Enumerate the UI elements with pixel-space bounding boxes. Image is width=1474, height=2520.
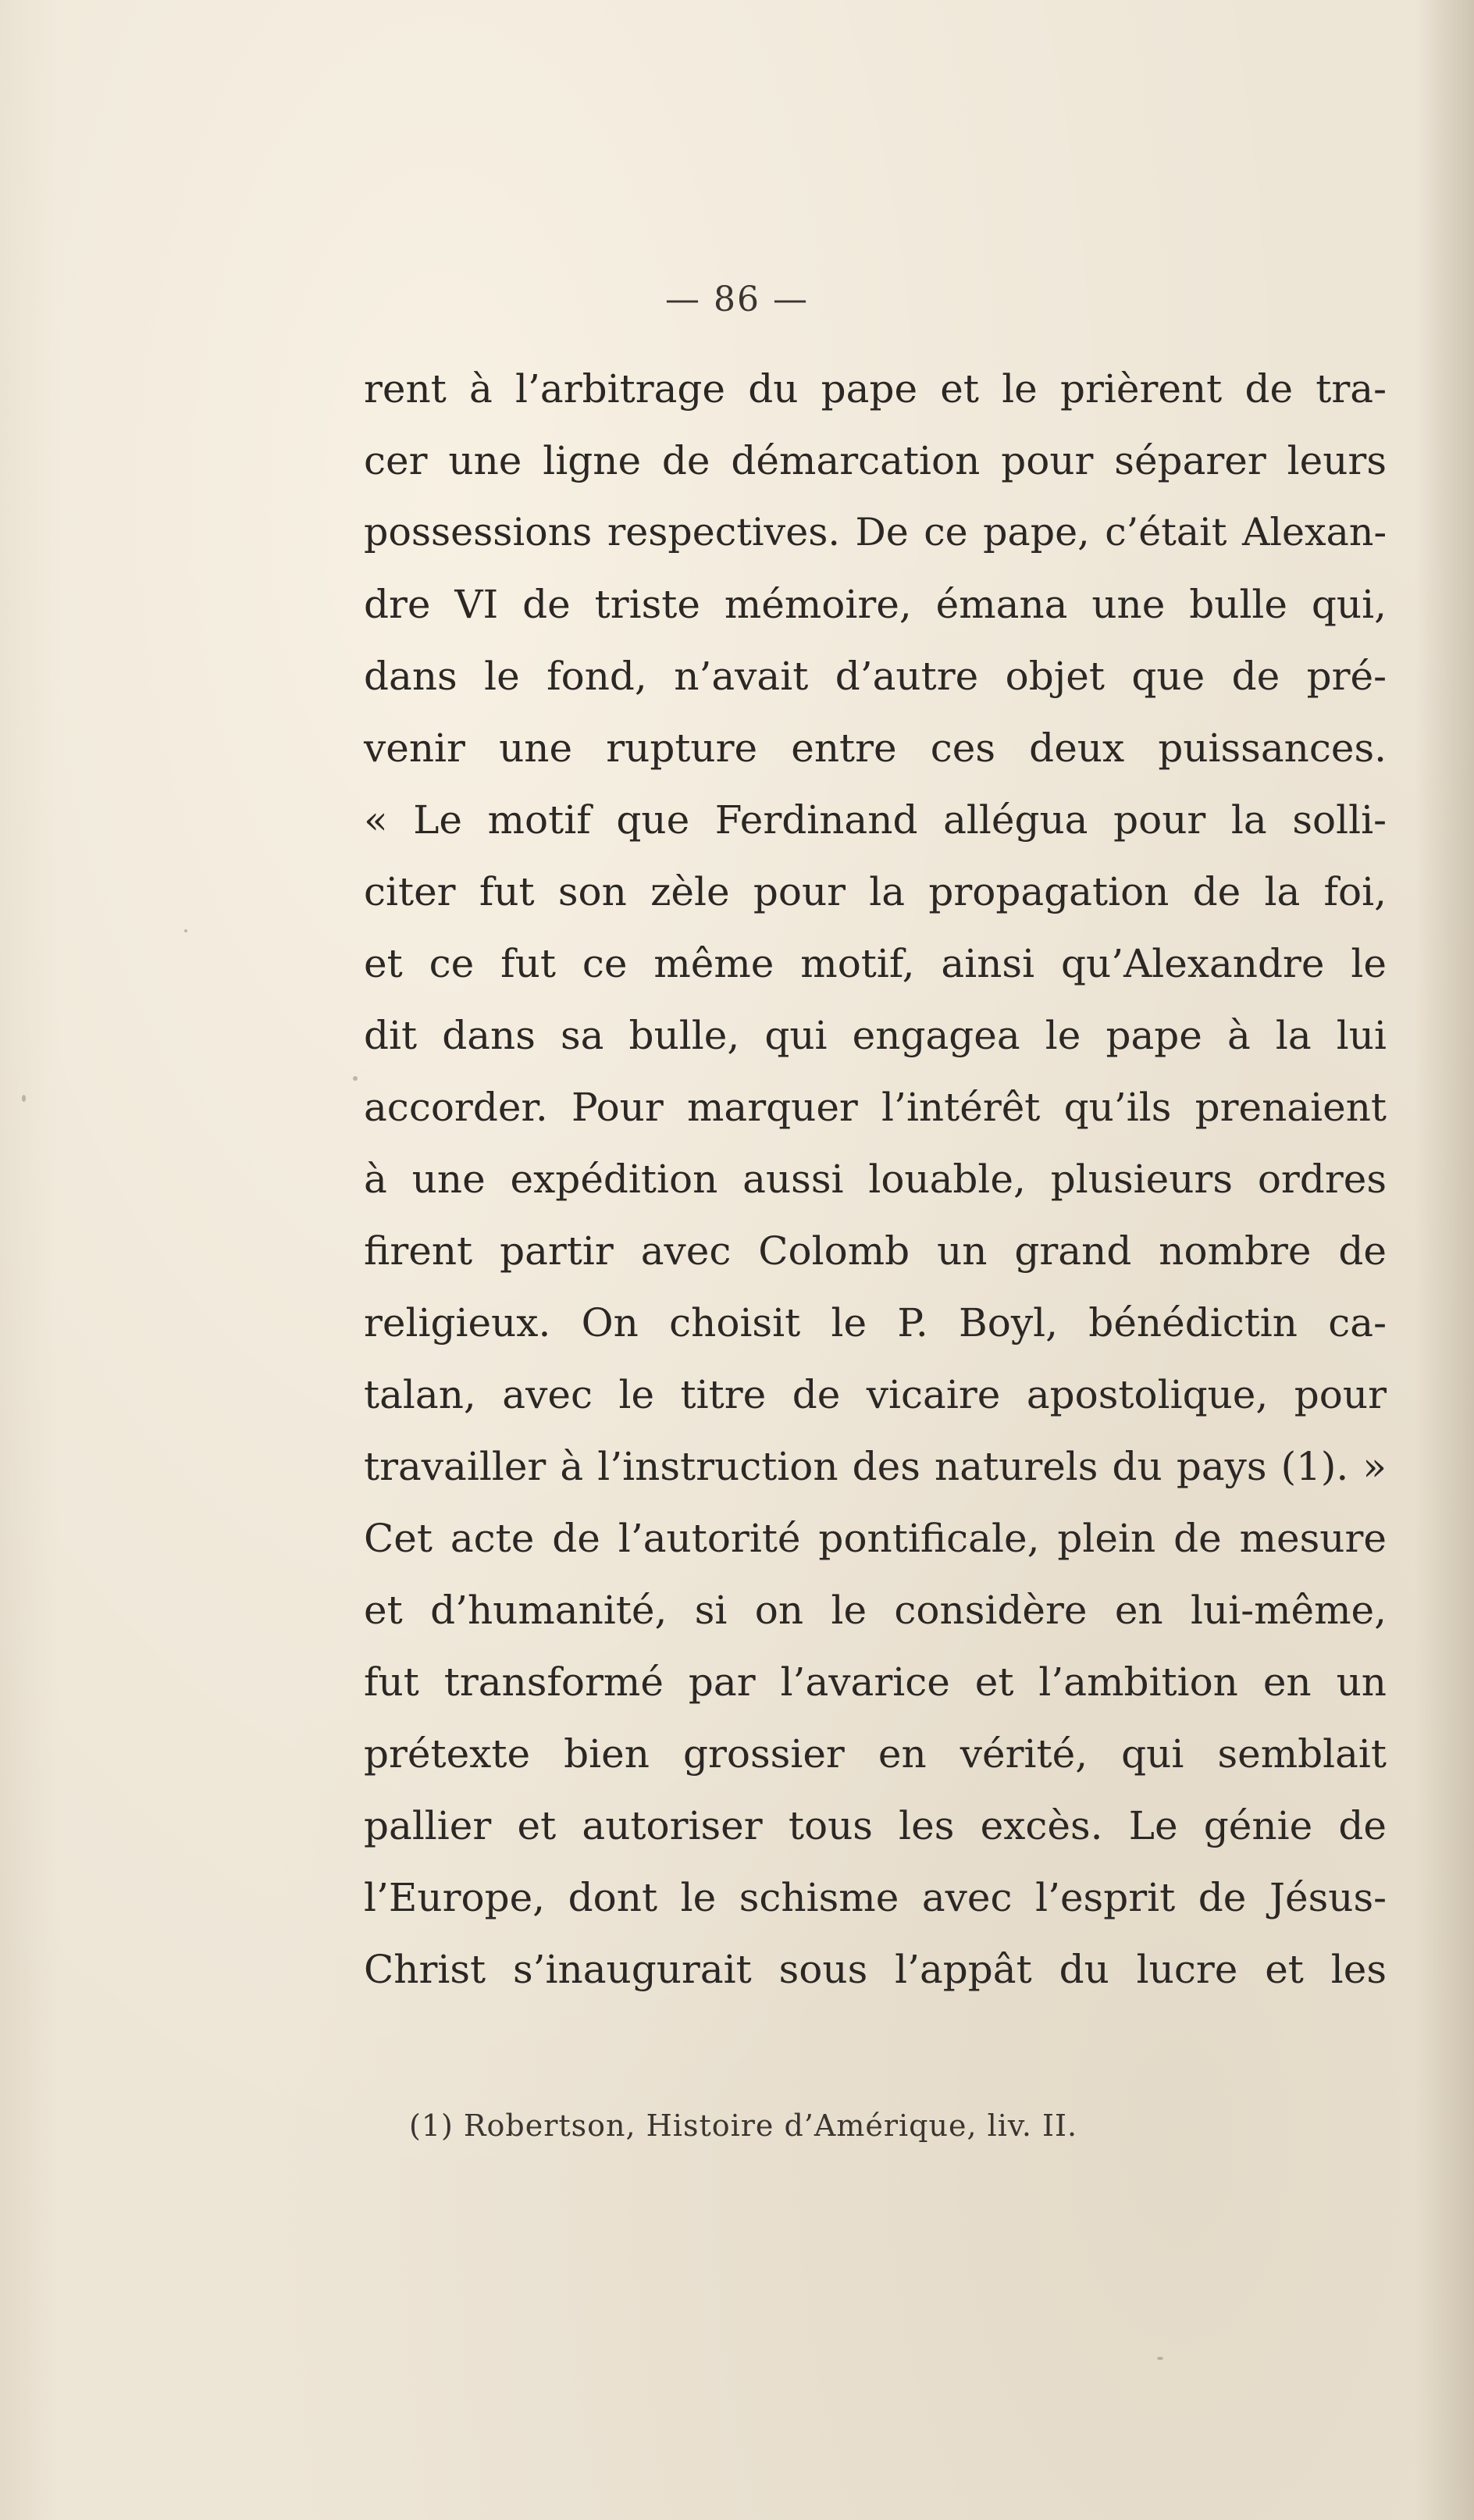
text-line: cer une ligne de démarcation pour séparer leurs — [364, 438, 1387, 483]
text-line: dans le fond, n’avait d’autre objet que de pré- — [364, 654, 1387, 699]
text-line: et d’humanité, si on le considère en lui-même, — [364, 1588, 1387, 1633]
text-line: pallier et autoriser tous les excès. Le génie de — [364, 1803, 1387, 1848]
text-line: talan, avec le titre de vicaire apostolique, pour — [364, 1372, 1387, 1417]
text-line: firent partir avec Colomb un grand nombre de — [364, 1228, 1387, 1274]
text-line: à une expédition aussi louable, plusieurs ordres — [364, 1157, 1387, 1202]
page-number: — 86 — — [665, 280, 809, 319]
text-line: rent à l’arbitrage du pape et le prièrent de tra- — [364, 366, 1387, 412]
text-line: Christ s’inaugurait sous l’appât du lucre et les — [364, 1947, 1387, 1992]
text-line: Cet acte de l’autorité pontificale, plein de mesure — [364, 1516, 1387, 1561]
text-line: dit dans sa bulle, qui engagea le pape à la lui — [364, 1013, 1387, 1058]
text-line: possessions respectives. De ce pape, c’était Alexan- — [364, 510, 1387, 554]
text-line: dre VI de triste mémoire, émana une bulle qui, — [364, 582, 1387, 627]
text-line: travailler à l’instruction des naturels du pays (1). » — [364, 1444, 1387, 1489]
paper-speck — [353, 1076, 358, 1081]
text-line: prétexte bien grossier en vérité, qui semblait — [364, 1731, 1387, 1777]
body-text — [364, 353, 1387, 2005]
text-line: accorder. Pour marquer l’intérêt qu’ils prenaient — [364, 1085, 1387, 1130]
text-line: « Le motif que Ferdinand allégua pour la solli- — [364, 797, 1387, 843]
text-line: religieux. On choisit le P. Boyl, bénédictin ca- — [364, 1300, 1387, 1346]
text-line: fut transformé par l’avarice et l’ambition en un — [364, 1659, 1387, 1705]
text-line: l’Europe, dont le schisme avec l’esprit de Jésus- — [364, 1875, 1387, 1920]
paper-speck — [184, 929, 187, 932]
text-line: venir une rupture entre ces deux puissances. — [364, 725, 1387, 771]
paper-speck — [22, 1095, 26, 1102]
paper-speck — [1157, 2357, 1163, 2360]
text-line: et ce fut ce même motif, ainsi qu’Alexandre le — [364, 941, 1387, 986]
footnote: (1) Robertson, Histoire d’Amérique, liv. II. — [409, 2108, 1078, 2143]
text-line: citer fut son zèle pour la propagation de la foi, — [364, 869, 1387, 914]
